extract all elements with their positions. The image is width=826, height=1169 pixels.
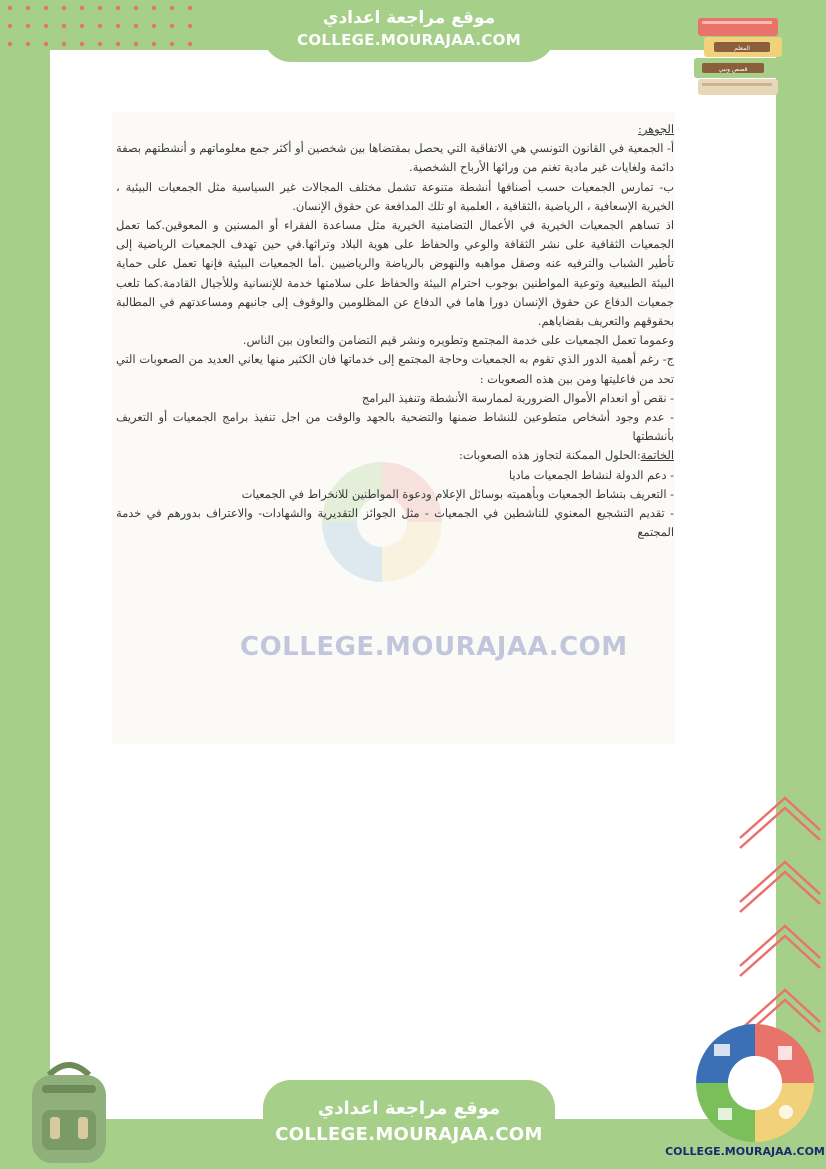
conclusion-heading: الخاتمة: [640, 448, 674, 463]
difficulty-item-1: - نقص أو انعدام الأموال الضرورية لممارسة الأنشطة وتنفيذ البرامج: [361, 390, 674, 405]
solution-item-1: - دعم الدولة لنشاط الجمعيات ماديا: [508, 467, 674, 482]
paragraph-activities: ب- تمارس الجمعيات حسب أصنافها أنشطة متنوعة تشمل مختلف المجالات غير السياسية مثل الجمعيات البيئية ، الخيرية الإسعافية ، الرياضية ،الثقافية ، العلمية او تلك المدافعة عن حقوق الإنسان.: [116, 179, 674, 213]
paragraph-summary: وعموما تعمل الجمعيات على خدمة المجتمع وتطويره ونشر قيم التضامن والتعاون بين الناس.: [242, 333, 674, 348]
footer-tab[interactable]: [263, 1080, 555, 1169]
solution-item-3: - تقديم التشجيع المعنوي للناشطين في الجمعيات - مثل الجوائز التقديرية والشهادات- والاعتراف بدورهم في خدمة المجتمع: [116, 506, 674, 540]
header-site-url[interactable]: COLLEGE.MOURAJAA.COM: [297, 31, 521, 49]
footer-site-name: موقع مراجعة اعدادي: [317, 1098, 501, 1119]
logo-caption[interactable]: COLLEGE.MOURAJAA.COM: [665, 1145, 825, 1158]
watermark-text: COLLEGE.MOURAJAA.COM: [240, 632, 628, 662]
paragraph-difficulties: ج- رغم أهمية الدور الذي تقوم به الجمعيات وحاجة المجتمع إلى خدماتها فان الكثير منها يعاني العديد من الصعوبات التي تحد من فاعليتها ومن بين هذه الصعوبات :: [116, 352, 674, 386]
header-tab[interactable]: [263, 0, 555, 62]
solution-item-2: - التعريف بنشاط الجمعيات وبأهميته بوسائل الإعلام ودعوة المواطنين للانخراط في الجمعيات: [241, 486, 674, 501]
conclusion-intro: :الحلول الممكنة لتجاوز هذه الصعوبات:: [459, 448, 641, 463]
essay-text: [116, 120, 674, 542]
paragraph-roles: اذ تساهم الجمعيات الخيرية في الأعمال التضامنية الخيرية مثل مساعدة الفقراء أو المسنين و المعوقين.كما تعمل الجمعيات الثقافية على نشر الثقافة والوعي والحفاظ على هوية البلاد وتراثها.في حين تهدف الجمعيات الرياضية إلى تأطير الشباب والترفيه عنه وصقل مواهبه والنهوض بالرياضة والرياضيين .أما الجمعيات البيئية فإنها تعمل على حماية البيئة الطبيعية وتوعية المواطنين بوجوب احترام البيئة والحفاظ على سلامتها خدمة للإنسانية وللأجيال القادمة.كما تلعب جمعيات الدفاع عن حقوق الإنسان دورا هاما في الدفاع عن المظلومين والوقوف إلى جانبهم ومساعدتهم في المطالبة بحقوقهم والتعريف بقضاياهم.: [116, 218, 674, 329]
difficulty-item-2: - عدم وجود أشخاص متطوعين للنشاط ضمنها والتضحية بالجهد والوقت من اجل تنفيذ برامج الجمعيات أو التعريف بأنشطتها: [116, 410, 674, 444]
backpack-icon: [14, 1055, 124, 1165]
chevron-up-icon: [730, 790, 825, 1050]
header-site-name: موقع مراجعة اعدادي: [322, 8, 496, 28]
book-label-1: المعلم: [734, 45, 750, 52]
section-heading: الجوهر:: [637, 122, 674, 136]
book-label-2: قصص ونبي: [718, 66, 748, 73]
paragraph-definition: أ- الجمعية في القانون التونسي هي الاتفاقية التي يحصل بمقتضاها بين شخصين أو أكثر جمع معلوماتهم و أنشطتهم بصفة دائمة ولغايات غير مادية تغنم من ورائها الأرباح الشخصية.: [116, 141, 674, 175]
conclusion-line: [116, 446, 674, 465]
footer-site-url[interactable]: COLLEGE.MOURAJAA.COM: [275, 1124, 543, 1145]
books-stack-icon: [690, 10, 790, 100]
site-logo-icon[interactable]: [694, 1022, 816, 1144]
